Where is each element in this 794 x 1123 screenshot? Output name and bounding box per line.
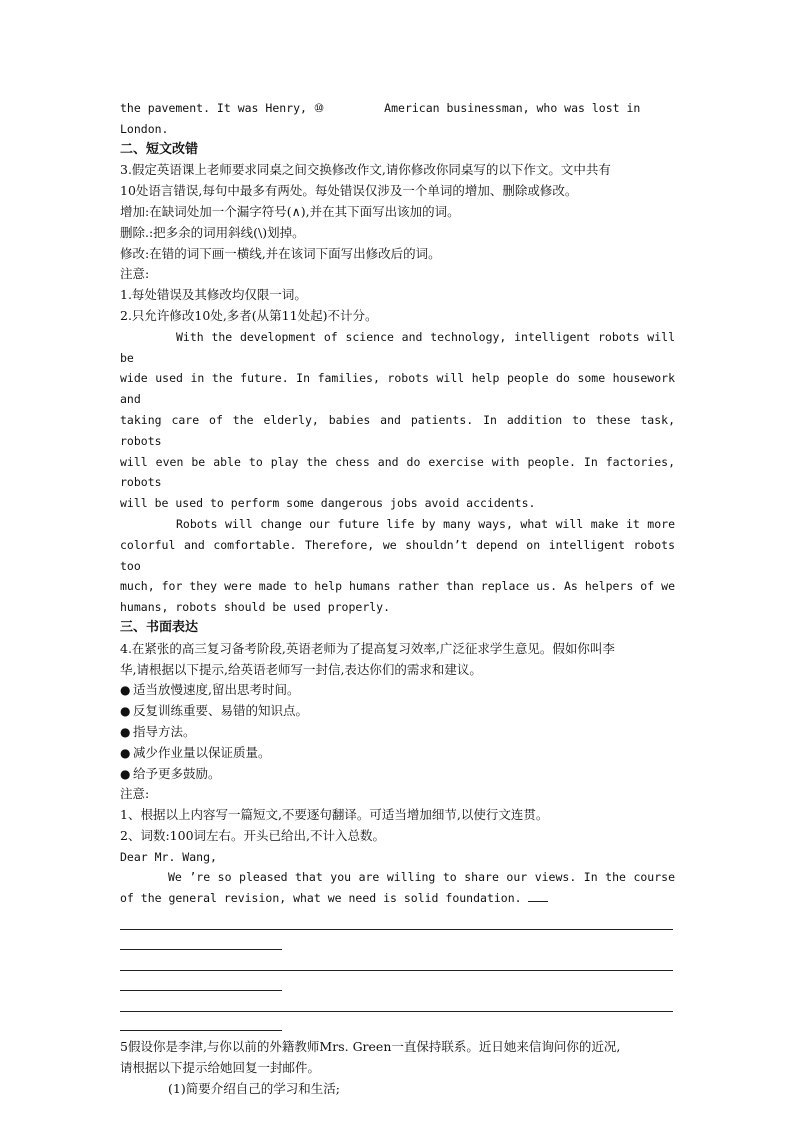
bullet-item: ● 指导方法。 bbox=[120, 722, 675, 743]
essay-line: Robots will change our future life by many ways, what will make it more bbox=[176, 516, 675, 531]
writing-line[interactable] bbox=[120, 929, 673, 930]
essay-line: wide used in the future. In families, robots will help people do some housework and bbox=[120, 371, 675, 407]
question-text: 10处语言错误,每句中最多有两处。每处错误仅涉及一个单词的增加、删除或修改。 bbox=[120, 183, 578, 199]
previous-passage-text-a: the pavement. It was Henry, ⑩ bbox=[120, 101, 325, 115]
writing-line[interactable] bbox=[120, 1011, 673, 1012]
bullet-icon: ● bbox=[120, 745, 131, 760]
previous-passage-line bbox=[120, 98, 675, 119]
bullet-item: ● 反复训练重要、易错的知识点。 bbox=[120, 701, 675, 722]
writing-line[interactable] bbox=[120, 949, 282, 950]
letter-line: of the general revision, what we need is solid foundation. bbox=[120, 888, 675, 909]
question-text: 3.假定英语课上老师要求同桌之间交换修改作文,请你修改你同桌写的以下作文。文中共有 bbox=[120, 162, 611, 178]
question-text: 请根据以下提示给她回复一封邮件。 bbox=[120, 1059, 321, 1075]
note-item: 2.只允许修改10处,多者(从第11处起)不计分。 bbox=[120, 307, 378, 323]
essay-line: taking care of the elderly, babies and patients. In addition to these task, robots bbox=[120, 412, 675, 448]
instruction-add: 增加:在缺词处加一个漏字符号(∧),并在其下面写出该加的词。 bbox=[120, 203, 460, 219]
bullet-icon: ● bbox=[120, 724, 131, 739]
note-label: 注意: bbox=[120, 786, 150, 802]
note-item: 1.每处错误及其修改均仅限一词。 bbox=[120, 287, 307, 303]
essay-line: much, for they were made to help humans rather than replace us. As helpers of we bbox=[120, 579, 675, 594]
bullet-icon: ● bbox=[120, 704, 131, 719]
note-item: 2、词数:100词左右。开头已给出,不计入总数。 bbox=[120, 827, 385, 843]
writing-line[interactable] bbox=[120, 970, 673, 971]
essay-line: will be used to perform some dangerous jobs avoid accidents. bbox=[120, 496, 536, 511]
letter-salutation: Dear Mr. Wang, bbox=[120, 849, 217, 864]
question-text: 5假设你是李津,与你以前的外籍教师Mrs. Green一直保持联系。近日她来信询问你的近况, bbox=[120, 1039, 621, 1055]
previous-passage-line: London. bbox=[120, 121, 169, 136]
section-heading-writing: 三、书面表达 bbox=[120, 619, 199, 635]
bullet-item: ● 减少作业量以保证质量。 bbox=[120, 743, 675, 764]
bullet-icon: ● bbox=[120, 766, 131, 781]
writing-line[interactable] bbox=[120, 990, 282, 991]
bullet-icon: ● bbox=[120, 683, 131, 698]
instruction-delete: 删除.:把多余的词用斜线(\)划掉。 bbox=[120, 224, 305, 240]
section-heading-error-correction: 二、短文改错 bbox=[120, 141, 199, 157]
document-page bbox=[120, 98, 675, 1099]
question-item: (1)简要介绍自己的学习和生活; bbox=[168, 1080, 340, 1096]
essay-line: humans, robots should be used properly. bbox=[120, 600, 391, 615]
essay-line: colorful and comfortable. Therefore, we shouldn’t depend on intelligent robots too bbox=[120, 537, 675, 573]
note-item: 1、根据以上内容写一篇短文,不要逐句翻译。可适当增加细节,以使行文连贯。 bbox=[120, 807, 549, 823]
bullet-item: ● 适当放慢速度,留出思考时间。 bbox=[120, 680, 675, 701]
writing-line[interactable] bbox=[120, 1030, 282, 1031]
essay-line: With the development of science and technology, intelligent robots will be bbox=[120, 329, 675, 365]
letter-line: We ’re so pleased that you are willing to share our views. In the course bbox=[168, 870, 675, 885]
question-text: 华,请根据以下提示,给英语老师写一封信,表达你们的需求和建议。 bbox=[120, 661, 482, 677]
answer-blank[interactable] bbox=[528, 891, 548, 902]
essay-line: will even be able to play the chess and do exercise with people. In factories, robots bbox=[120, 454, 675, 490]
bullet-item: ● 给予更多鼓励。 bbox=[120, 764, 675, 785]
instruction-modify: 修改:在错的词下画一横线,并在该词下面写出修改后的词。 bbox=[120, 245, 441, 261]
previous-passage-text-b: American businessman, who was lost in bbox=[384, 101, 641, 115]
note-label: 注意: bbox=[120, 266, 150, 282]
question-text: 4.在紧张的高三复习备考阶段,英语老师为了提高复习效率,广泛征求学生意见。假如你叫李 bbox=[120, 640, 615, 656]
